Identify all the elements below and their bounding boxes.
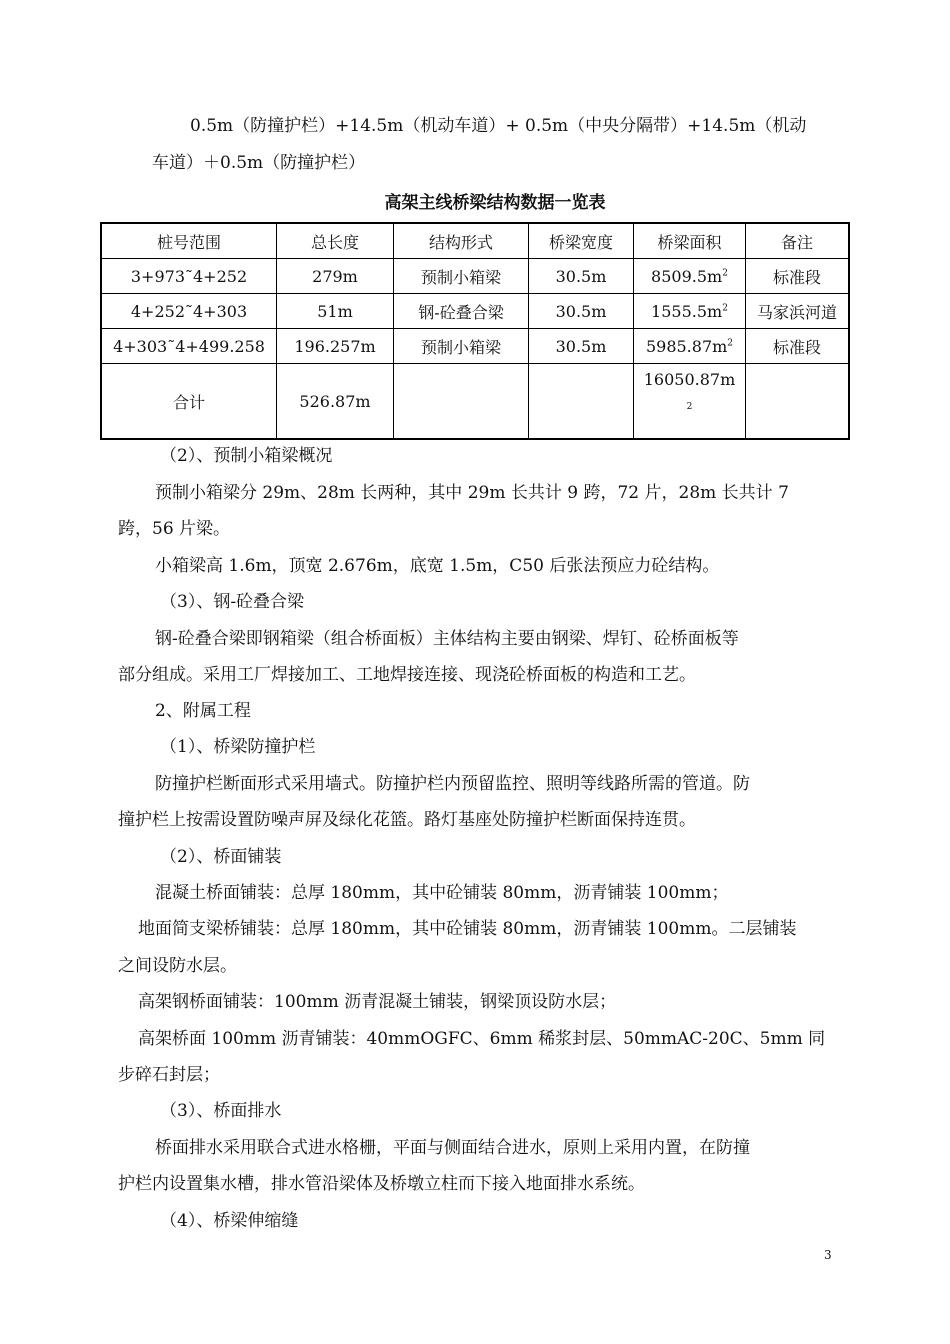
paragraph-line: 高架钢桥面铺装：100mm 沥青混凝土铺装，钢梁顶设防水层； xyxy=(138,992,617,1012)
cell-width: 30.5m xyxy=(529,259,634,294)
table-row xyxy=(101,259,849,294)
cell-structure: 钢-砼叠合梁 xyxy=(394,294,529,329)
paragraph-line: 步碎石封层； xyxy=(118,1065,220,1085)
page-number: 3 xyxy=(824,1248,832,1262)
paragraph-line: 防撞护栏断面形式采用墙式。防撞护栏内预留监控、照明等线路所需的管道。防 xyxy=(155,774,750,794)
cell-area xyxy=(634,259,746,294)
cell-total-label: 合计 xyxy=(101,364,277,440)
area-value: 5985.87m xyxy=(645,336,728,356)
paragraph-line: 撞护栏上按需设置防噪声屏及绿化花篮。路灯基座处防撞护栏断面保持连贯。 xyxy=(118,810,696,830)
paragraph-line: 跨，56 片梁。 xyxy=(118,519,231,539)
cell-range: 4+303˜4+499.258 xyxy=(101,329,277,364)
table-header-row xyxy=(101,223,849,259)
paragraph-line: 小箱梁高 1.6m，顶宽 2.676m，底宽 1.5m，C50 后张法预应力砼结构。 xyxy=(155,556,720,576)
area-value: 16050.87m xyxy=(643,370,736,389)
intro-line-2: 车道）＋0.5m（防撞护栏） xyxy=(152,153,366,173)
section-heading: （3）、桥面排水 xyxy=(160,1101,282,1121)
cell-length: 51m xyxy=(277,294,394,329)
section-heading: （4）、桥梁伸缩缝 xyxy=(160,1211,299,1231)
paragraph-line: 地面简支梁桥铺装：总厚 180mm，其中砼铺装 80mm，沥青铺装 100mm。二层铺装 xyxy=(138,919,797,939)
section-heading: 2、附属工程 xyxy=(155,701,251,721)
cell-structure: 预制小箱梁 xyxy=(394,259,529,294)
intro-line-1: 0.5m（防撞护栏）+14.5m（机动车道）+ 0.5m（中央分隔带）+14.5m（机动 xyxy=(190,116,807,136)
header-width: 桥梁宽度 xyxy=(529,223,634,259)
area-unit-sup: 2 xyxy=(722,268,728,279)
paragraph-line: 部分组成。采用工厂焊接加工、工地焊接连接、现浇砼桥面板的构造和工艺。 xyxy=(118,665,696,685)
table-title: 高架主线桥梁结构数据一览表 xyxy=(384,193,606,213)
cell-structure: 预制小箱梁 xyxy=(394,329,529,364)
header-structure: 结构形式 xyxy=(394,223,529,259)
paragraph-line: 之间设防水层。 xyxy=(118,956,237,976)
header-length: 总长度 xyxy=(277,223,394,259)
section-heading: （2）、预制小箱梁概况 xyxy=(160,446,333,466)
cell-note: 标准段 xyxy=(746,259,850,294)
area-unit-sup: 2 xyxy=(722,303,728,314)
area-unit-sup: 2 xyxy=(686,402,693,412)
cell-empty xyxy=(529,364,634,440)
paragraph-line: 预制小箱梁分 29m、28m 长两种，其中 29m 长共计 9 跨，72 片，28m 长共计 7 xyxy=(155,483,789,503)
cell-empty xyxy=(394,364,529,440)
header-note: 备注 xyxy=(746,223,850,259)
paragraph-line: 钢-砼叠合梁即钢箱梁（组合桥面板）主体结构主要由钢梁、焊钉、砼桥面板等 xyxy=(155,629,739,649)
table-row xyxy=(101,329,849,364)
table-total-row xyxy=(101,364,849,440)
cell-range: 3+973˜4+252 xyxy=(101,259,277,294)
section-heading: （3）、钢-砼叠合梁 xyxy=(160,592,305,612)
header-area: 桥梁面积 xyxy=(634,223,746,259)
cell-area xyxy=(634,294,746,329)
area-unit-sup: 2 xyxy=(727,338,734,349)
area-value: 1555.5m xyxy=(651,301,723,321)
cell-total-length: 526.87m xyxy=(277,364,394,440)
paragraph-line: 桥面排水采用联合式进水格栅，平面与侧面结合进水，原则上采用内置，在防撞 xyxy=(155,1138,750,1158)
cell-total-area xyxy=(634,364,746,440)
cell-note: 标准段 xyxy=(746,329,850,364)
table-row xyxy=(101,294,849,329)
cell-length: 196.257m xyxy=(277,329,394,364)
paragraph-line: 护栏内设置集水槽，排水管沿梁体及桥墩立柱而下接入地面排水系统。 xyxy=(118,1174,645,1194)
cell-area xyxy=(634,329,746,364)
header-range: 桩号范围 xyxy=(101,223,277,259)
paragraph-line: 高架桥面 100mm 沥青铺装：40mmOGFC、6mm 稀浆封层、50mmAC-20C、5mm 同 xyxy=(138,1029,826,1049)
area-value: 8509.5m xyxy=(651,266,723,286)
cell-empty xyxy=(746,364,850,440)
section-heading: （1）、桥梁防撞护栏 xyxy=(160,737,316,757)
bridge-data-table xyxy=(100,222,850,440)
cell-note: 马家浜河道 xyxy=(746,294,850,329)
paragraph-line: 混凝土桥面铺装：总厚 180mm，其中砼铺装 80mm，沥青铺装 100mm； xyxy=(155,883,729,903)
cell-range: 4+252˜4+303 xyxy=(101,294,277,329)
cell-width: 30.5m xyxy=(529,329,634,364)
section-heading: （2）、桥面铺装 xyxy=(160,847,282,867)
cell-length: 279m xyxy=(277,259,394,294)
cell-width: 30.5m xyxy=(529,294,634,329)
